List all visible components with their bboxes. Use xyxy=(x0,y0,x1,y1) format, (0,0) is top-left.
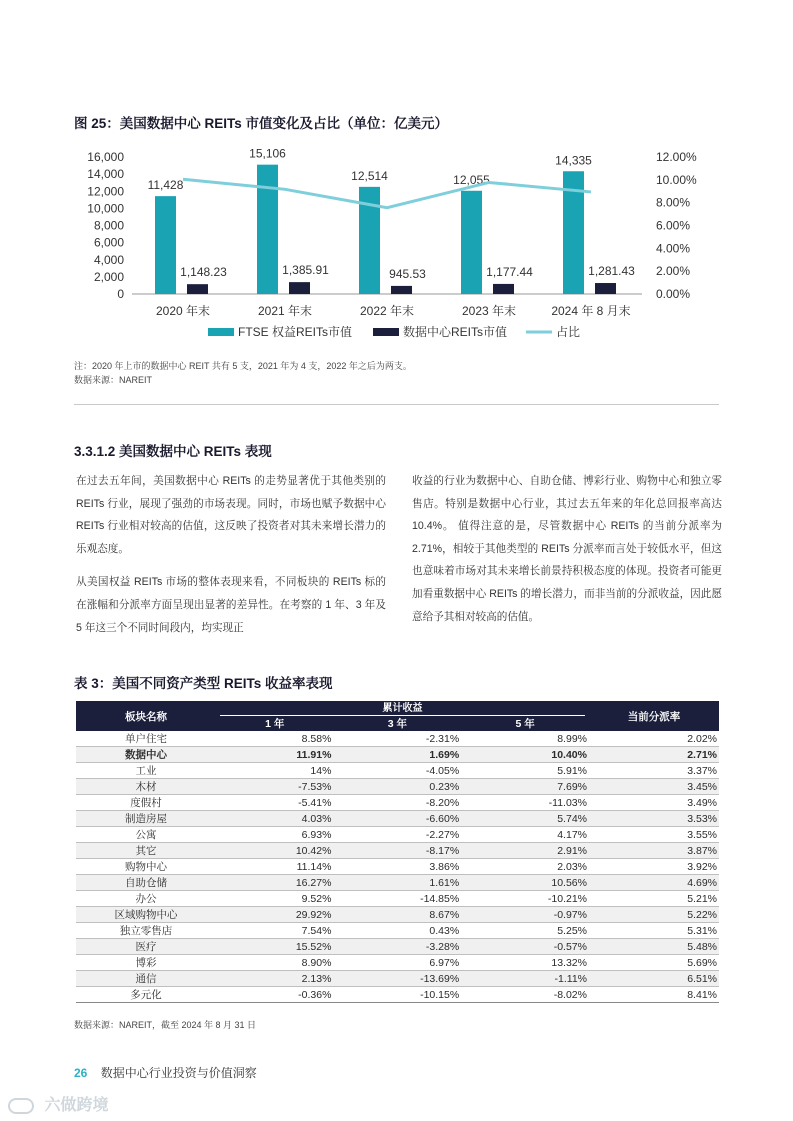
return-3y-cell: 6.97% xyxy=(333,955,461,971)
body-right-column xyxy=(412,470,722,628)
ftse-data-label: 11,428 xyxy=(147,178,184,193)
figure-note: 注：2020 年上市的数据中心 REIT 共有 5 支，2021 年为 4 支，2022 年之后为两支。 xyxy=(74,361,412,371)
datacenter-bar xyxy=(187,284,208,294)
table-row xyxy=(76,747,719,763)
return-1y-cell: 15.52% xyxy=(216,939,333,955)
sector-cell: 自助仓储 xyxy=(76,875,216,891)
col-header-5y: 5 年 xyxy=(461,716,589,731)
sector-cell: 通信 xyxy=(76,971,216,987)
x-tick-label: 2021 年末 xyxy=(257,304,313,318)
ftse-bar xyxy=(257,165,278,294)
return-5y-cell: 5.91% xyxy=(461,763,589,779)
table-row xyxy=(76,923,719,939)
return-3y-cell: -2.31% xyxy=(333,731,461,747)
return-3y-cell: -6.60% xyxy=(333,811,461,827)
yield-cell: 2.02% xyxy=(589,731,719,747)
table-row xyxy=(76,763,719,779)
datacenter-data-label: 1,177.44 xyxy=(486,264,533,279)
market-cap-chart xyxy=(60,140,720,355)
return-3y-cell: 1.61% xyxy=(333,875,461,891)
figure-source: 数据来源：NAREIT xyxy=(74,375,153,385)
return-5y-cell: -8.02% xyxy=(461,987,589,1003)
section-title: 3.3.1.2 美国数据中心 REITs 表现 xyxy=(74,444,272,459)
return-1y-cell: 8.90% xyxy=(216,955,333,971)
y-right-tick-label: 0.00% xyxy=(656,287,691,301)
yield-cell: 3.37% xyxy=(589,763,719,779)
return-5y-cell: 2.03% xyxy=(461,859,589,875)
y-right-tick-label: 6.00% xyxy=(656,218,691,233)
return-1y-cell: 10.42% xyxy=(216,843,333,859)
datacenter-bar xyxy=(289,282,310,294)
return-3y-cell: -3.28% xyxy=(333,939,461,955)
datacenter-bar xyxy=(391,286,412,294)
yield-cell: 5.31% xyxy=(589,923,719,939)
y-right-tick-label: 10.00% xyxy=(656,172,697,187)
yield-cell: 8.41% xyxy=(589,987,719,1003)
reits-return-table xyxy=(76,701,719,1003)
sector-cell: 办公 xyxy=(76,891,216,907)
datacenter-data-label: 1,385.91 xyxy=(282,263,329,278)
return-1y-cell: -5.41% xyxy=(216,795,333,811)
return-3y-cell: -4.05% xyxy=(333,763,461,779)
return-3y-cell: -10.15% xyxy=(333,987,461,1003)
table-row xyxy=(76,731,719,747)
table-row xyxy=(76,939,719,955)
watermark xyxy=(8,1092,108,1115)
return-5y-cell: 10.56% xyxy=(461,875,589,891)
y-right-tick-label: 2.00% xyxy=(656,264,691,279)
sector-cell: 购物中心 xyxy=(76,859,216,875)
sector-cell: 制造房屋 xyxy=(76,811,216,827)
sector-cell: 博彩 xyxy=(76,955,216,971)
legend-swatch-ftse xyxy=(208,328,234,336)
return-5y-cell: 2.91% xyxy=(461,843,589,859)
legend-label-ftse: FTSE 权益REITs市值 xyxy=(238,325,353,339)
return-1y-cell: -0.36% xyxy=(216,987,333,1003)
table-row xyxy=(76,795,719,811)
yield-cell: 5.21% xyxy=(589,891,719,907)
watermark-text: 六做跨境 xyxy=(44,1097,109,1114)
col-header-cumulative xyxy=(216,701,589,716)
legend-label-share: 占比 xyxy=(556,325,581,339)
yield-cell: 5.22% xyxy=(589,907,719,923)
datacenter-bar xyxy=(493,284,514,294)
return-1y-cell: -7.53% xyxy=(216,779,333,795)
ftse-data-label: 15,106 xyxy=(249,146,286,161)
return-1y-cell: 9.52% xyxy=(216,891,333,907)
sector-cell: 数据中心 xyxy=(76,747,216,763)
return-3y-cell: 1.69% xyxy=(333,747,461,763)
y-left-tick-label: 12,000 xyxy=(87,184,124,199)
return-1y-cell: 14% xyxy=(216,763,333,779)
return-5y-cell: -1.11% xyxy=(461,971,589,987)
y-left-tick-label: 0 xyxy=(117,287,124,301)
col-header-sector: 板块名称 xyxy=(76,701,216,731)
page-footer xyxy=(74,1064,257,1081)
table-row xyxy=(76,987,719,1003)
cumulative-label: 累计收益 xyxy=(220,702,585,716)
sector-cell: 单户住宅 xyxy=(76,731,216,747)
return-5y-cell: -0.57% xyxy=(461,939,589,955)
col-header-3y: 3 年 xyxy=(333,716,461,731)
table-row xyxy=(76,859,719,875)
y-left-tick-label: 16,000 xyxy=(87,150,124,164)
return-1y-cell: 11.14% xyxy=(216,859,333,875)
y-right-tick-label: 12.00% xyxy=(656,150,697,164)
body-paragraph: 收益的行业为数据中心、自助仓储、博彩行业、购物中心和独立零售店。特别是数据中心行业，其过去五年来的年化总回报率高达 10.4%。 值得注意的是，尽管数据中心 REITs 的当前分派率为 2.71%，相较于其他类型的 REITs 分派率而言处于较低水平，但这也意味着市场对其未来增长前景持积极态度的体现。投资者可能更加看重数据中心 REITs 的增长潜力，而非当前的分派收益，因此愿意给予其相对较高的估值。 xyxy=(412,475,722,623)
x-tick-label: 2024 年 8 月末 xyxy=(551,304,631,318)
sector-cell: 其它 xyxy=(76,843,216,859)
return-1y-cell: 8.58% xyxy=(216,731,333,747)
yield-cell: 2.71% xyxy=(589,747,719,763)
y-left-tick-label: 4,000 xyxy=(93,252,124,267)
return-1y-cell: 7.54% xyxy=(216,923,333,939)
x-tick-label: 2023 年末 xyxy=(461,304,517,318)
yield-cell: 3.87% xyxy=(589,843,719,859)
table-row xyxy=(76,811,719,827)
body-paragraph: 在过去五年间，美国数据中心 REITs 的走势显著优于其他类别的 REITs 行业，展现了强劲的市场表现。同时，市场也赋予数据中心 REITs 行业相对较高的估值，这反映了投资者对其未来增长潜力的乐观态度。 xyxy=(76,475,386,555)
sector-cell: 度假村 xyxy=(76,795,216,811)
return-3y-cell: 0.43% xyxy=(333,923,461,939)
x-tick-label: 2020 年末 xyxy=(155,304,211,318)
return-3y-cell: 3.86% xyxy=(333,859,461,875)
body-left-column xyxy=(76,470,386,639)
yield-cell: 6.51% xyxy=(589,971,719,987)
return-5y-cell: -10.21% xyxy=(461,891,589,907)
return-1y-cell: 4.03% xyxy=(216,811,333,827)
yield-cell: 5.69% xyxy=(589,955,719,971)
yield-cell: 3.49% xyxy=(589,795,719,811)
table-title: 表 3：美国不同资产类型 REITs 收益率表现 xyxy=(74,676,333,691)
watermark-logo-icon xyxy=(8,1098,34,1114)
return-1y-cell: 6.93% xyxy=(216,827,333,843)
col-header-1y: 1 年 xyxy=(216,716,333,731)
datacenter-data-label: 1,281.43 xyxy=(588,264,635,279)
ftse-data-label: 12,055 xyxy=(453,172,490,187)
body-paragraph: 从美国权益 REITs 市场的整体表现来看，不同板块的 REITs 标的在涨幅和分派率方面呈现出显著的差异性。在考察的 1 年、3 年及 5 年这三个不同时间段内，均实现正 xyxy=(76,576,386,634)
yield-cell: 3.53% xyxy=(589,811,719,827)
return-5y-cell: 7.69% xyxy=(461,779,589,795)
ftse-bar xyxy=(155,196,176,294)
return-3y-cell: -8.17% xyxy=(333,843,461,859)
page-number: 26 xyxy=(74,1066,88,1080)
yield-cell: 3.92% xyxy=(589,859,719,875)
table-row xyxy=(76,779,719,795)
return-5y-cell: 13.32% xyxy=(461,955,589,971)
x-tick-label: 2022 年末 xyxy=(359,304,415,318)
sector-cell: 公寓 xyxy=(76,827,216,843)
y-left-tick-label: 8,000 xyxy=(93,218,124,233)
datacenter-bar xyxy=(595,283,616,294)
yield-cell: 5.48% xyxy=(589,939,719,955)
ftse-data-label: 14,335 xyxy=(555,153,592,168)
yield-cell: 4.69% xyxy=(589,875,719,891)
y-left-tick-label: 14,000 xyxy=(87,167,124,182)
col-header-yield: 当前分派率 xyxy=(589,701,719,731)
return-3y-cell: -8.20% xyxy=(333,795,461,811)
return-5y-cell: 10.40% xyxy=(461,747,589,763)
sector-cell: 工业 xyxy=(76,763,216,779)
datacenter-data-label: 1,148.23 xyxy=(180,265,227,280)
y-right-tick-label: 8.00% xyxy=(656,195,691,210)
table-row xyxy=(76,827,719,843)
table-row xyxy=(76,907,719,923)
figure-title: 图 25：美国数据中心 REITs 市值变化及占比（单位：亿美元） xyxy=(74,116,449,131)
return-1y-cell: 2.13% xyxy=(216,971,333,987)
return-5y-cell: 5.25% xyxy=(461,923,589,939)
y-right-tick-label: 4.00% xyxy=(656,241,691,256)
return-3y-cell: -13.69% xyxy=(333,971,461,987)
table-row xyxy=(76,843,719,859)
section-divider xyxy=(74,404,719,405)
y-left-tick-label: 6,000 xyxy=(93,235,124,250)
footer-title: 数据中心行业投资与价值洞察 xyxy=(100,1066,257,1080)
legend-swatch-datacenter xyxy=(373,328,399,336)
ftse-bar xyxy=(461,191,482,294)
return-3y-cell: -14.85% xyxy=(333,891,461,907)
sector-cell: 独立零售店 xyxy=(76,923,216,939)
sector-cell: 木材 xyxy=(76,779,216,795)
return-5y-cell: 5.74% xyxy=(461,811,589,827)
return-5y-cell: 4.17% xyxy=(461,827,589,843)
table-source: 数据来源：NAREIT，截至 2024 年 8 月 31 日 xyxy=(74,1020,257,1030)
return-5y-cell: 8.99% xyxy=(461,731,589,747)
yield-cell: 3.55% xyxy=(589,827,719,843)
return-3y-cell: 0.23% xyxy=(333,779,461,795)
table-row xyxy=(76,891,719,907)
return-1y-cell: 11.91% xyxy=(216,747,333,763)
return-3y-cell: 8.67% xyxy=(333,907,461,923)
return-5y-cell: -0.97% xyxy=(461,907,589,923)
sector-cell: 医疗 xyxy=(76,939,216,955)
table-row xyxy=(76,875,719,891)
datacenter-data-label: 945.53 xyxy=(389,266,426,281)
table-row xyxy=(76,971,719,987)
table-row xyxy=(76,955,719,971)
sector-cell: 多元化 xyxy=(76,987,216,1003)
ftse-data-label: 12,514 xyxy=(351,168,388,183)
yield-cell: 3.45% xyxy=(589,779,719,795)
y-left-tick-label: 10,000 xyxy=(87,201,124,216)
sector-cell: 区域购物中心 xyxy=(76,907,216,923)
share-line xyxy=(183,179,591,207)
return-1y-cell: 29.92% xyxy=(216,907,333,923)
legend-label-datacenter: 数据中心REITs市值 xyxy=(403,325,508,339)
return-3y-cell: -2.27% xyxy=(333,827,461,843)
return-5y-cell: -11.03% xyxy=(461,795,589,811)
return-1y-cell: 16.27% xyxy=(216,875,333,891)
y-left-tick-label: 2,000 xyxy=(93,269,124,284)
